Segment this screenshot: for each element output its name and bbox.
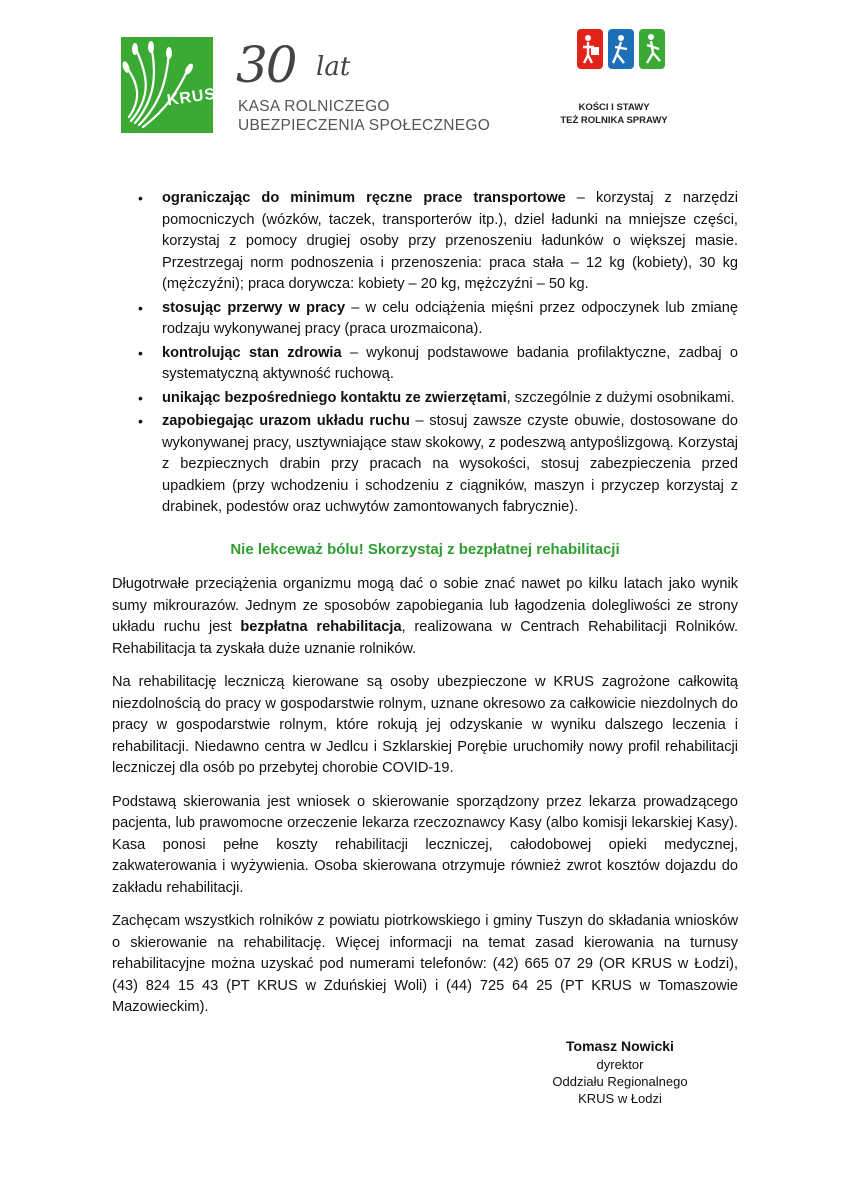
- organization-name-line2: UBEZPIECZENIA SPOŁECZNEGO: [238, 117, 491, 134]
- krus-wheat-icon: [121, 37, 213, 133]
- list-item-text: – w celu odciążenia mięśni przez odpoczynek lub zmianę rodzaju wykonywanej pracy (praca urozmaicona).: [162, 299, 738, 337]
- list-item-text: – korzystaj z narzędzi pomocniczych (wózków, taczek, transporterów itp.), dziel ładunki na mniejsze części, korzystaj z pomocy drugiej osoby przy przenoszeniu ładunków o większej masie. Przestrzegaj norm podnoszenia i przenoszenia: praca stała – 12 kg (kobiety), 30 kg (mężczyźni); praca dorywcza: kobiety – 20 kg, mężczyźni – 50 kg.: [162, 190, 739, 292]
- advice-list: [112, 188, 738, 519]
- section-heading: Nie lekceważ bólu! Skorzystaj z bezpłatnej rehabilitacji: [230, 540, 620, 558]
- paragraph-rehabilitation-intro: [112, 574, 738, 660]
- paragraph-eligibility: Na rehabilitację leczniczą kierowane są osoby ubezpieczone w KRUS zagrożone całkowitą niezdolnością do pracy w gospodarstwie rolnym, uznane okresowo za całkowicie niezdolnych do pracy w gospodarstwie rolnym, które rokują jej odzyskanie w wyniku dalszego leczenia i rehabilitacji. Niedawno centra w Jedlcu i Szklarskiej Porębie uruchomiły nowy profil rehabilitacji leczniczej dla osób po przebytej chorobie COVID-19.: [112, 674, 738, 776]
- list-item-bold: stosując przerwy w pracy: [162, 299, 346, 316]
- krus-logo-text: KRUS: [165, 85, 218, 110]
- list-item-text: , szczególnie z dużymi osobnikami.: [506, 389, 735, 406]
- list-item-bold: ograniczając do minimum ręczne prace transportowe: [162, 190, 566, 206]
- list-item: [112, 188, 738, 296]
- signatory-unit: Oddziału Regionalnego: [552, 1074, 688, 1089]
- climbing-icon: [639, 29, 665, 69]
- anniversary-number: 30: [236, 36, 296, 94]
- letter-body: [112, 188, 738, 1031]
- anniversary-mark: [236, 36, 496, 140]
- list-item-bold: kontrolując stan zdrowia: [162, 344, 342, 361]
- campaign-icons: [577, 25, 667, 75]
- paragraph-text: , realizowana w Centrach Rehabilitacji Rolników. Rehabilitacja ta zyskała duże uznanie rolników.: [112, 619, 738, 657]
- campaign-slogan-line2: TEŻ ROLNIKA SPRAWY: [560, 115, 668, 126]
- lifting-box-icon: [577, 29, 603, 69]
- krus-logo: [121, 37, 218, 133]
- campaign-slogan-line1: KOŚCI I STAWY: [578, 102, 650, 113]
- list-item: [112, 388, 738, 410]
- paragraph-bold: bezpłatna rehabilitacja: [240, 619, 402, 635]
- worker-posture-icon: [608, 29, 634, 69]
- paragraph-contact: Zachęcam wszystkich rolników z powiatu piotrkowskiego i gminy Tuszyn do składania wniosków o skierowanie na rehabilitację. Więcej informacji na temat zasad kierowania na turnusy rehabilitacyjne można uzyskać pod numerami telefonów: (42) 665 07 29 (OR KRUS w Łodzi), (43) 824 15 43 (PT KRUS w Zduńskiej Woli) i (44) 725 64 25 (PT KRUS w Tomaszowie Mazowieckim).: [112, 913, 738, 1015]
- list-item-text: – wykonuj podstawowe badania profilaktyczne, zadbaj o systematyczną aktywność ruchową.: [162, 344, 738, 382]
- campaign-slogan: [555, 101, 673, 127]
- paragraph-referral: Podstawą skierowania jest wniosek o skierowanie sporządzony przez lekarza prowadzącego pacjenta, lub prawomocne orzeczenie lekarza rzeczoznawcy Kasy (albo komisji lekarskiej Kasy). Kasa ponosi pełne koszty rehabilitacji leczniczej, całodobowej opieki medycznej, zakwaterowania i wyżywienia. Osoba skierowana otrzymuje również zwrot kosztów dojazdu do zakładu rehabilitacji.: [112, 793, 738, 896]
- list-item-text: – stosuj zawsze czyste obuwie, dostosowane do wykonywanej pracy, usztywniające staw skokowy, z podeszwą antypoślizgową. Korzystaj z bezpiecznych drabin przy pracach na wysokości, stosuj zabezpieczenia przed upadkiem (przy wchodzeniu i schodzeniu z ciągników, maszyn i przyczep korzystaj z drabinek, podestów oraz uchwytów zamontowanych fabrycznie).: [162, 413, 738, 515]
- organization-name: [238, 97, 490, 135]
- signature-block: [530, 1036, 710, 1107]
- list-item: [112, 298, 738, 341]
- page-header: [0, 0, 848, 150]
- organization-name-line1: KASA ROLNICZEGO: [238, 98, 390, 115]
- list-item-bold: unikając bezpośredniego kontaktu ze zwierzętami: [162, 389, 507, 406]
- campaign-logo: [555, 25, 673, 135]
- list-item: [112, 411, 738, 519]
- anniversary-word: lat: [316, 52, 351, 82]
- paragraph-text: Długotrwałe przeciążenia organizmu mogą dać o sobie znać nawet po kilku latach jako wynik sumy mikrourazów. Jednym ze sposobów zapobiegania lub łagodzenia dolegliwości ze strony układu ruchu jest: [112, 576, 738, 635]
- signatory-title: dyrektor: [596, 1057, 644, 1072]
- signatory-name: Tomasz Nowicki: [566, 1038, 674, 1054]
- list-item: [112, 343, 738, 386]
- list-item-bold: zapobiegając urazom układu ruchu: [162, 413, 410, 429]
- signatory-office: KRUS w Łodzi: [578, 1091, 662, 1106]
